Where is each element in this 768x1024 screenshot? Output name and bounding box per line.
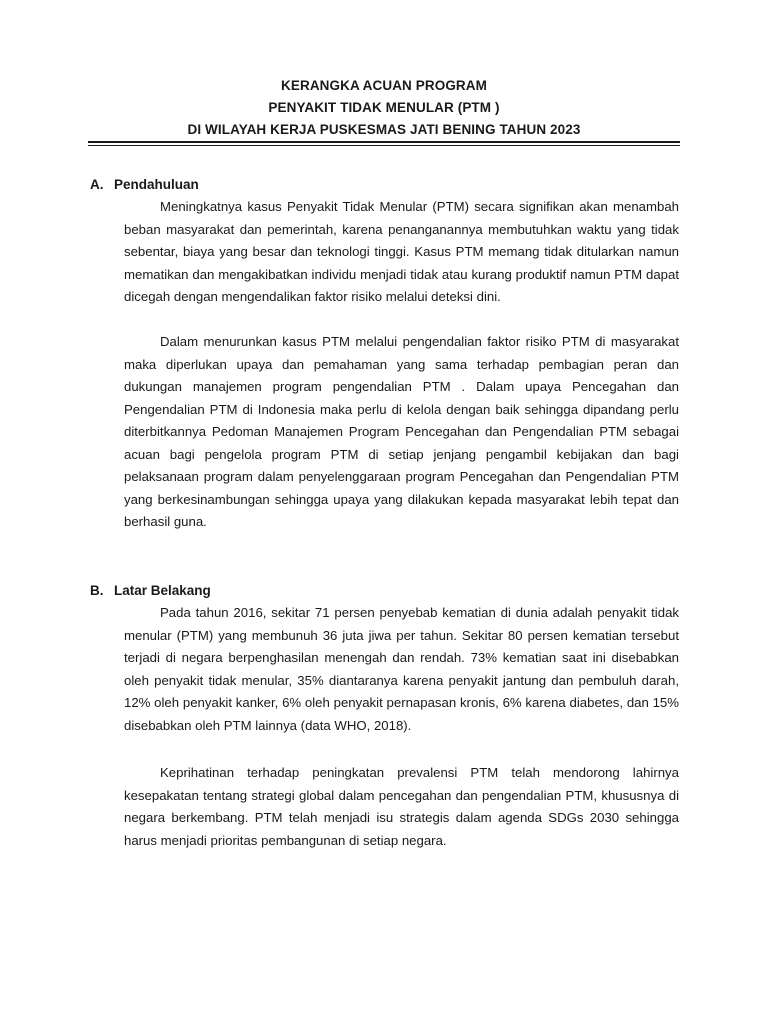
paragraph-pendahuluan-2: Dalam menurunkan kasus PTM melalui pengendalian faktor risiko PTM di masyarakat maka diperlukan upaya dan pemahaman yang sama terhadap pembagian peran dan dukungan manajemen program pengendalian PTM . Dalam upaya Pencegahan dan Pengendalian PTM di Indonesia maka perlu di kelola dengan baik sehingga dipandang perlu diterbitkannya Pedoman Manajemen Program Pencegahan dan Pengendalian PTM sebagai acuan bagi pengelola program PTM di setiap jenjang pengambil kebijakan dan bagi pelaksanaan program dalam penyelenggaraan program Pencegahan dan Pengendalian PTM yang berkesinambungan sehingga upaya yang dilakukan kepada masyarakat lebih tepat dan berhasil guna. xyxy=(124,334,679,529)
section-letter: B. xyxy=(90,583,104,598)
section-title: Pendahuluan xyxy=(114,177,199,192)
section-heading-pendahuluan xyxy=(90,174,199,196)
section-heading-latar-belakang xyxy=(90,580,211,602)
document-title xyxy=(88,75,680,141)
title-line-2: PENYAKIT TIDAK MENULAR (PTM ) xyxy=(268,100,500,115)
title-line-3: DI WILAYAH KERJA PUSKESMAS JATI BENING TAHUN 2023 xyxy=(187,122,581,137)
title-divider-thick xyxy=(88,141,680,143)
paragraph-pendahuluan-1: Meningkatnya kasus Penyakit Tidak Menular (PTM) secara signifikan akan menambah beban masyarakat dan pemerintah, karena penanganannya membutuhkan waktu yang tidak sebentar, biaya yang besar dan teknologi tinggi. Kasus PTM memang tidak ditularkan namun mematikan dan mengakibatkan individu menjadi tidak atau kurang produktif namun PTM dapat dicegah dengan mengendalikan faktor risiko melalui deteksi dini. xyxy=(124,199,679,304)
paragraph-latar-belakang-2: Keprihatinan terhadap peningkatan prevalensi PTM telah mendorong lahirnya kesepakatan tentang strategi global dalam pencegahan dan pengendalian PTM, khususnya di negara berkembang. PTM telah menjadi isu strategis dalam agenda SDGs 2030 sehingga harus menjadi prioritas pembangunan di setiap negara. xyxy=(124,765,679,848)
title-divider-thin xyxy=(88,145,680,146)
paragraph-latar-belakang-1: Pada tahun 2016, sekitar 71 persen penyebab kematian di dunia adalah penyakit tidak menular (PTM) yang membunuh 36 juta jiwa per tahun. Sekitar 80 persen kematian tersebut terjadi di negara berpenghasilan menengah dan rendah. 73% kematian saat ini disebabkan oleh penyakit tidak menular, 35% diantaranya karena penyakit jantung dan pembuluh darah, 12% oleh penyakit kanker, 6% oleh penyakit pernapasan kronis, 6% karena diabetes, dan 15% disebabkan oleh PTM lainnya (data WHO, 2018). xyxy=(124,605,679,733)
section-title: Latar Belakang xyxy=(114,583,211,598)
title-line-1: KERANGKA ACUAN PROGRAM xyxy=(281,78,487,93)
section-letter: A. xyxy=(90,177,104,192)
